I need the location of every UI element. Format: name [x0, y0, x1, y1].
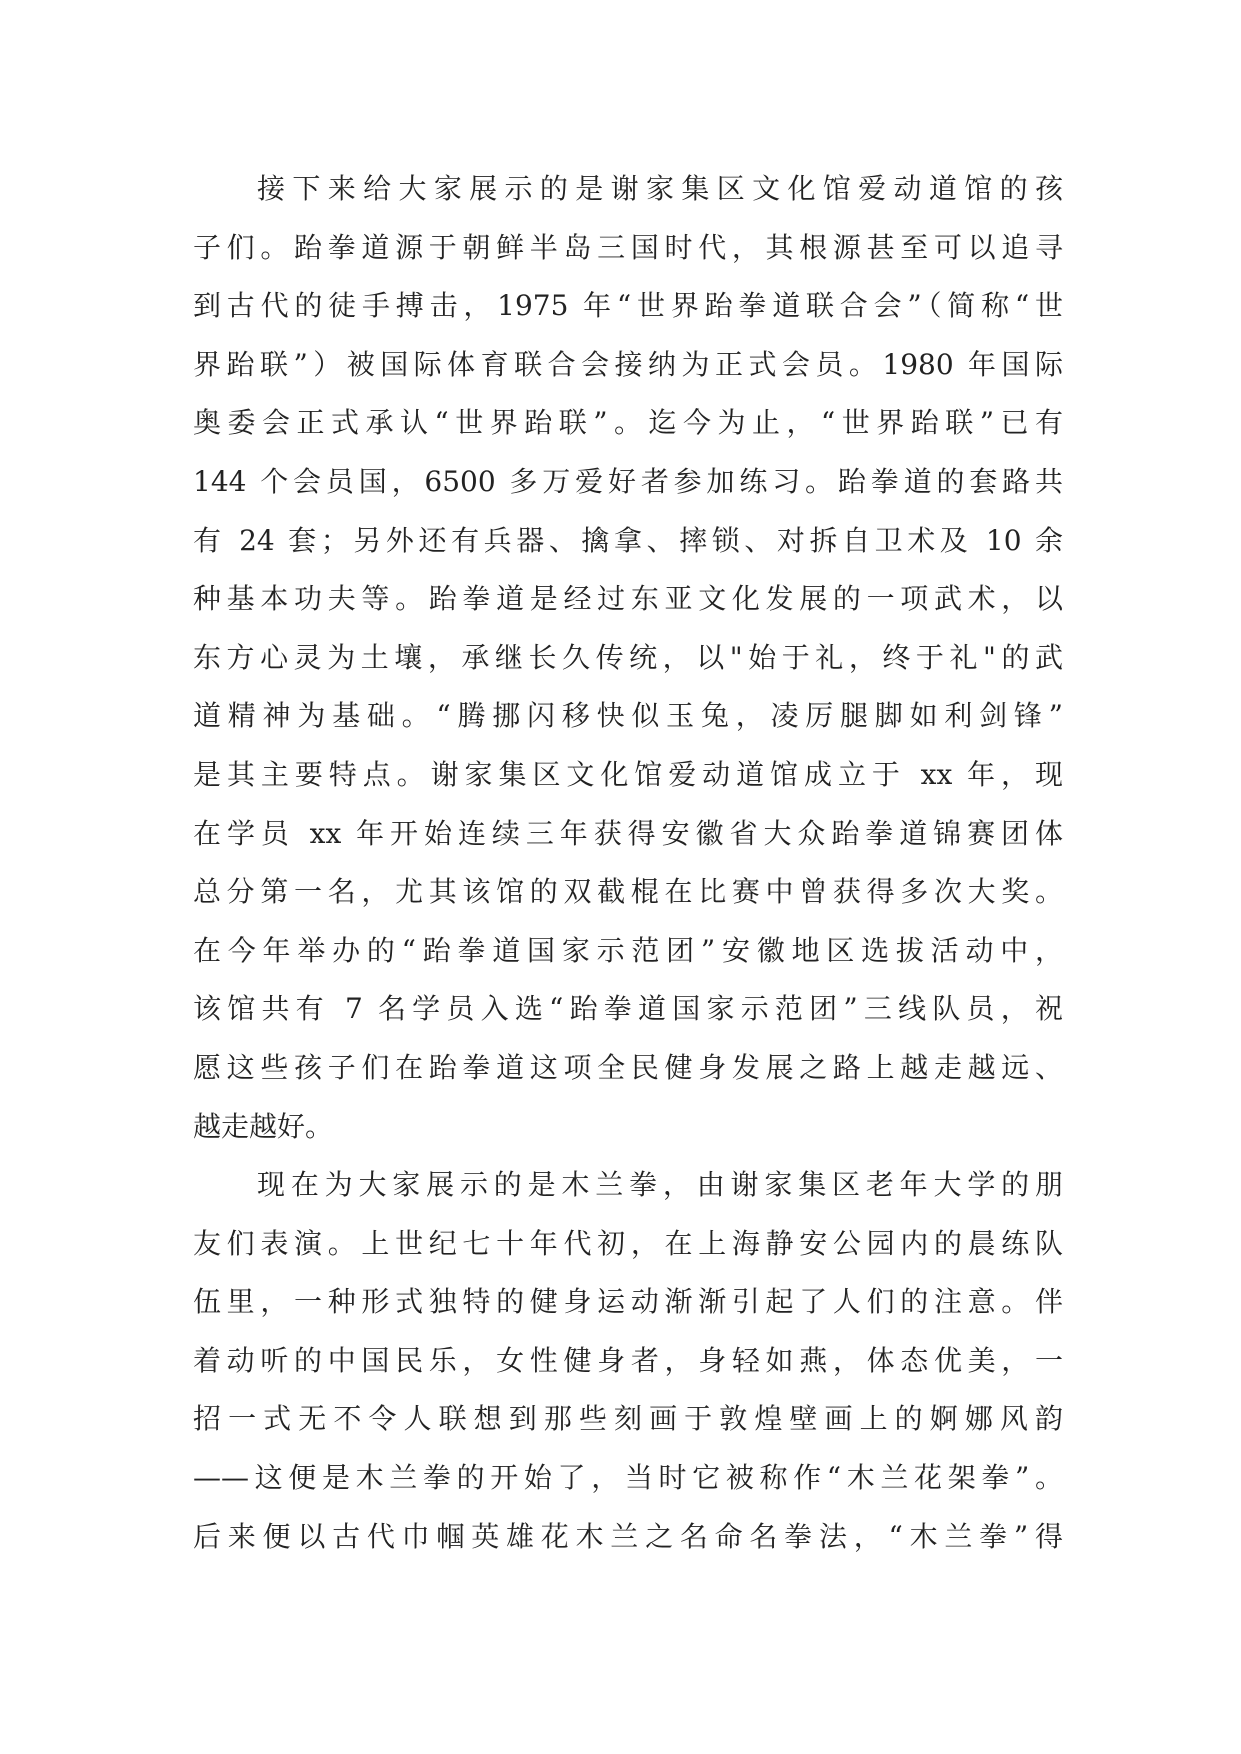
text-line: 越走越好。: [193, 1109, 334, 1143]
text-line: 子们。跆拳道源于朝鲜半岛三国时代，其根源甚至可以追寻: [193, 230, 1063, 264]
text-line: 到古代的徒手搏击，1975 年“世界跆拳道联合会”（简称“世: [193, 289, 1063, 323]
paragraph-mulan-quan: [193, 1156, 1063, 1566]
text-line: 是其主要特点。谢家集区文化馆爱动道馆成立于 xx 年，现: [193, 757, 1063, 791]
text-line: 愿这些孩子们在跆拳道这项全民健身发展之路上越走越远、: [193, 1050, 1063, 1084]
text-line: 该馆共有 7 名学员入选“跆拳道国家示范团”三线队员，祝: [193, 992, 1063, 1026]
text-line: 现在为大家展示的是木兰拳，由谢家集区老年大学的朋: [257, 1168, 1063, 1202]
paragraph-taekwondo: [193, 160, 1063, 1156]
text-line: 种基本功夫等。跆拳道是经过东亚文化发展的一项武术，以: [193, 582, 1063, 616]
text-line: 东方心灵为土壤，承继长久传统，以"始于礼，终于礼"的武: [193, 640, 1063, 674]
body-text: [193, 160, 1063, 1566]
text-line: 道精神为基础。“腾挪闪移快似玉兔，凌厉腿脚如利剑锋”: [193, 699, 1063, 733]
text-line: 招一式无不令人联想到那些刻画于敦煌壁画上的婀娜风韵: [193, 1402, 1063, 1436]
text-line: 界跆联”）被国际体育联合会接纳为正式会员。1980 年国际: [193, 347, 1063, 381]
text-line: 在今年举办的“跆拳道国家示范团”安徽地区选拔活动中，: [193, 933, 1063, 967]
text-line: 后来便以古代巾帼英雄花木兰之名命名拳法，“木兰拳”得: [193, 1519, 1063, 1553]
text-line: 友们表演。上世纪七十年代初，在上海静安公园内的晨练队: [193, 1226, 1063, 1260]
text-line: ——这便是木兰拳的开始了，当时它被称作“木兰花架拳”。: [193, 1461, 1063, 1495]
text-line: 接下来给大家展示的是谢家集区文化馆爱动道馆的孩: [257, 172, 1063, 205]
text-line: 着动听的中国民乐，女性健身者，身轻如燕，体态优美，一: [193, 1343, 1063, 1377]
text-line: 奥委会正式承认“世界跆联”。迄今为止，“世界跆联”已有: [193, 406, 1063, 440]
text-line: 总分第一名，尤其该馆的双截棍在比赛中曾获得多次大奖。: [193, 875, 1063, 909]
text-line: 伍里，一种形式独特的健身运动渐渐引起了人们的注意。伴: [193, 1285, 1063, 1319]
text-line: 144 个会员国，6500 多万爱好者参加练习。跆拳道的套路共: [193, 464, 1063, 498]
text-line: 有 24 套；另外还有兵器、擒拿、摔锁、对拆自卫术及 10 余: [193, 523, 1063, 557]
text-line: 在学员 xx 年开始连续三年获得安徽省大众跆拳道锦赛团体: [193, 816, 1063, 850]
